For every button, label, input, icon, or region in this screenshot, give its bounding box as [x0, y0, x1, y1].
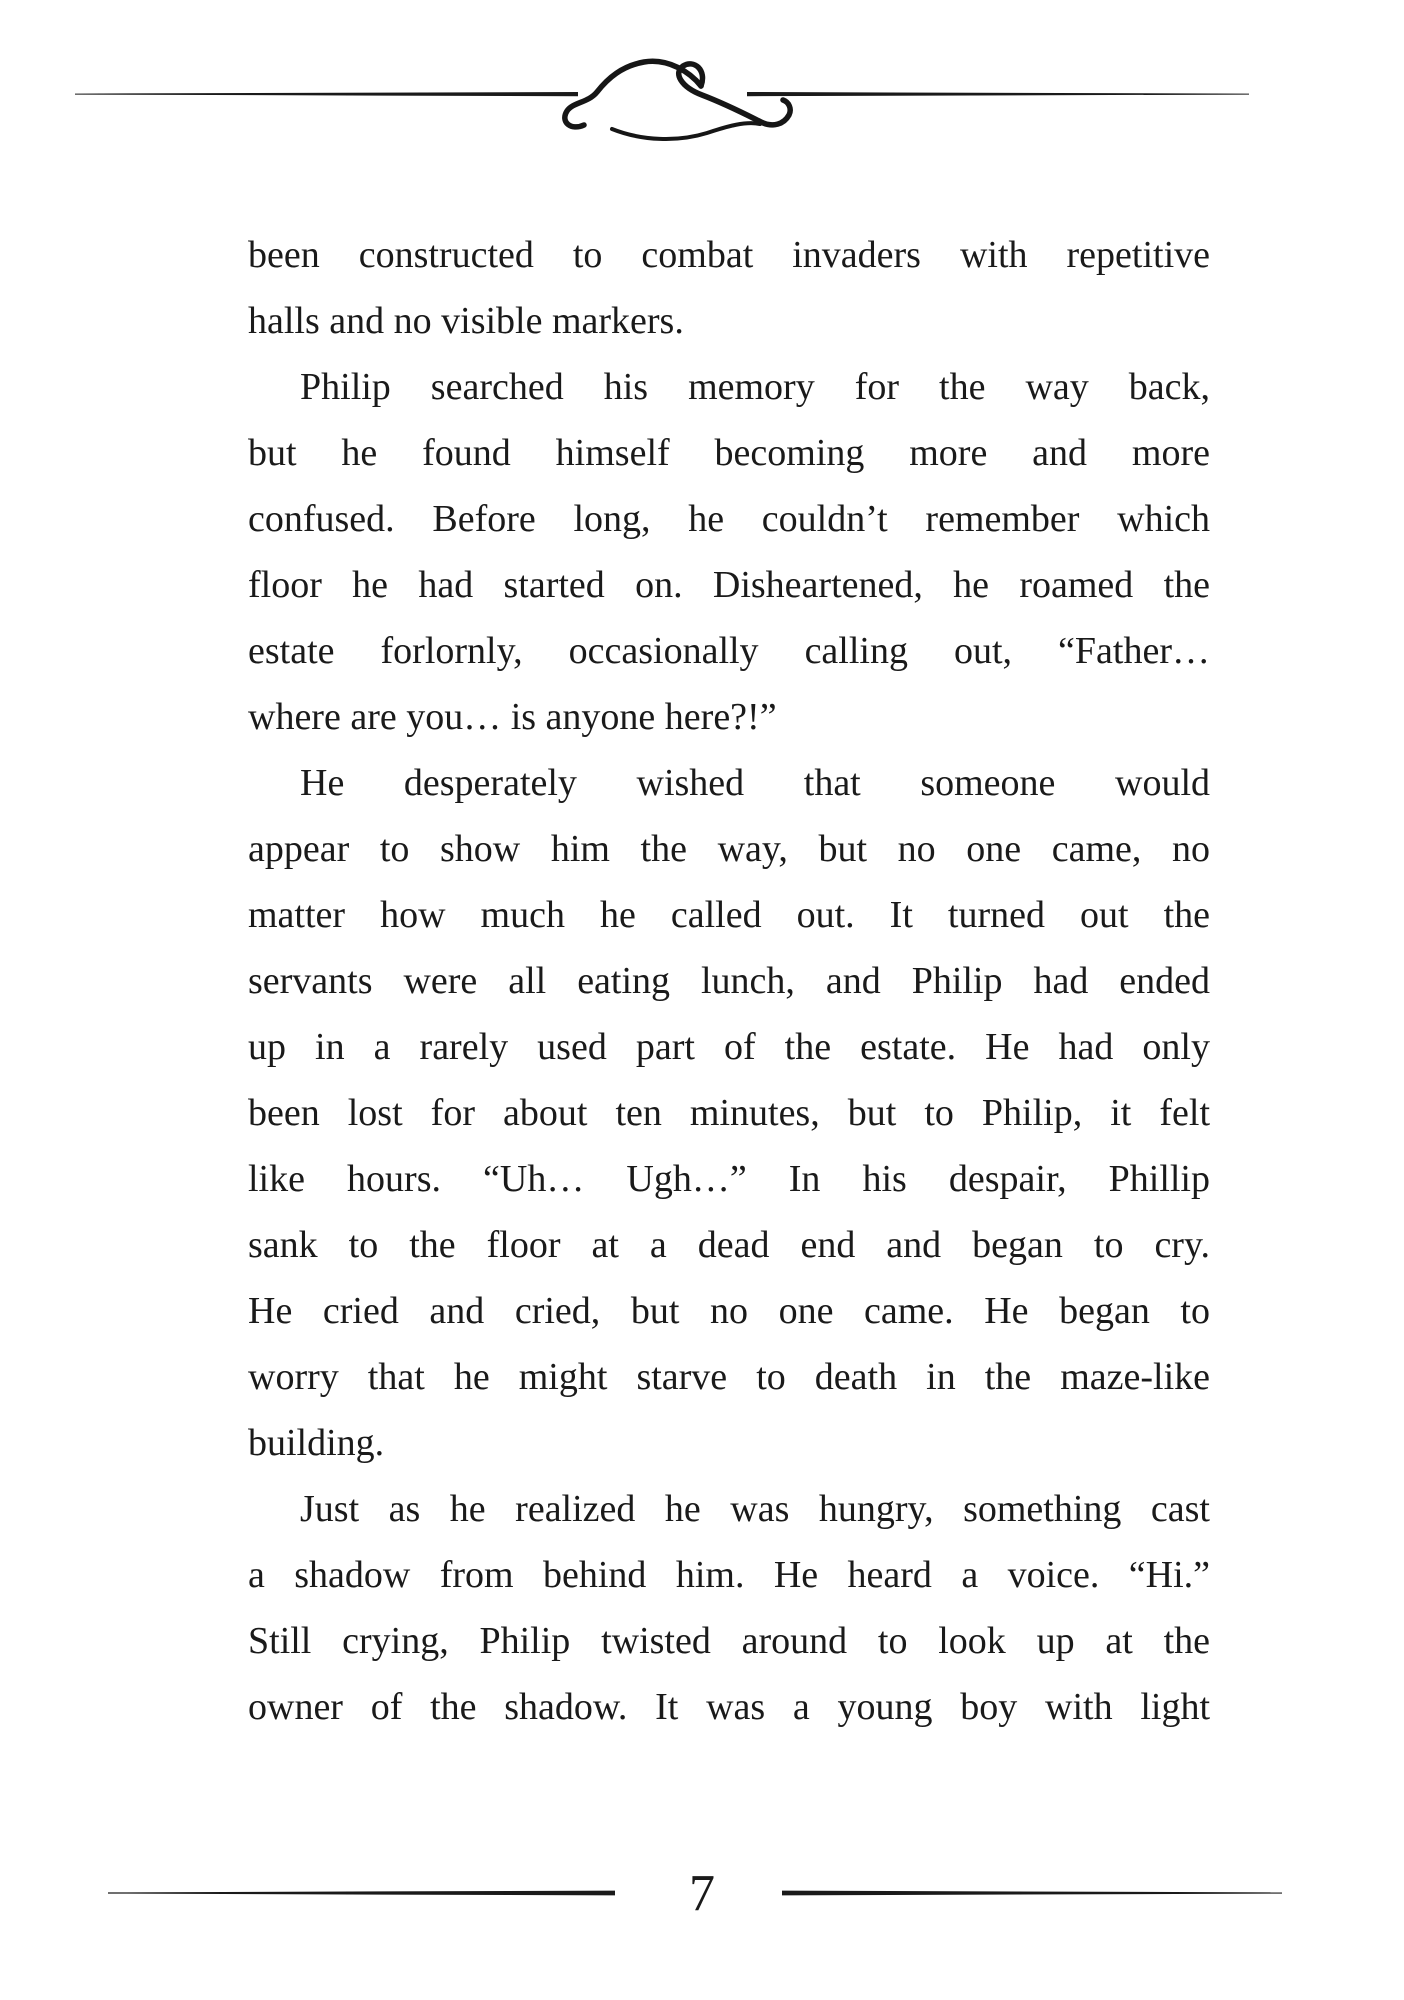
paragraph: [248, 354, 1210, 750]
text-line: matter how much he called out. It turned out the: [248, 894, 1210, 936]
paragraph: [248, 222, 1210, 354]
text-line: like hours. “Uh… Ugh…” In his despair, Phillip: [248, 1158, 1210, 1200]
text-line: appear to show him the way, but no one came, no: [248, 828, 1210, 870]
text-line: building.: [248, 1422, 385, 1464]
paragraph: [248, 750, 1210, 1476]
text-line: He cried and cried, but no one came. He began to: [248, 1290, 1210, 1332]
text-line: servants were all eating lunch, and Philip had ended: [248, 960, 1210, 1002]
page-footer: [0, 1862, 1404, 1932]
text-line: halls and no visible markers.: [248, 300, 684, 342]
text-line: sank to the floor at a dead end and began to cry.: [248, 1224, 1210, 1266]
text-line: floor he had started on. Disheartened, he roamed the: [248, 564, 1210, 606]
text-line: been lost for about ten minutes, but to Philip, it felt: [248, 1092, 1210, 1134]
text-line: Still crying, Philip twisted around to look up at the: [248, 1620, 1210, 1662]
text-line: Philip searched his memory for the way back,: [300, 366, 1210, 408]
paragraph: [248, 1476, 1210, 1740]
text-line: owner of the shadow. It was a young boy with light: [248, 1686, 1210, 1728]
text-line: been constructed to combat invaders with repetitive: [248, 234, 1210, 276]
text-line: He desperately wished that someone would: [300, 762, 1210, 804]
text-line: estate forlornly, occasionally calling out, “Father…: [248, 630, 1210, 672]
text-line: but he found himself becoming more and more: [248, 432, 1210, 474]
text-line: where are you… is anyone here?!”: [248, 696, 777, 738]
text-line: confused. Before long, he couldn’t remember which: [248, 498, 1210, 540]
header-divider-ornament: [0, 30, 1404, 150]
text-line: Just as he realized he was hungry, something cast: [300, 1488, 1210, 1530]
divider-rule-right: [747, 92, 1249, 96]
divider-rule-left: [75, 92, 578, 96]
text-line: worry that he might starve to death in the maze-like: [248, 1356, 1210, 1398]
text-line: up in a rarely used part of the estate. He had only: [248, 1026, 1210, 1068]
calligraphic-swash-icon: [565, 61, 790, 139]
text-block: [248, 222, 1210, 1740]
text-line: a shadow from behind him. He heard a voice. “Hi.”: [248, 1554, 1210, 1596]
page-number: 7: [689, 1865, 715, 1922]
